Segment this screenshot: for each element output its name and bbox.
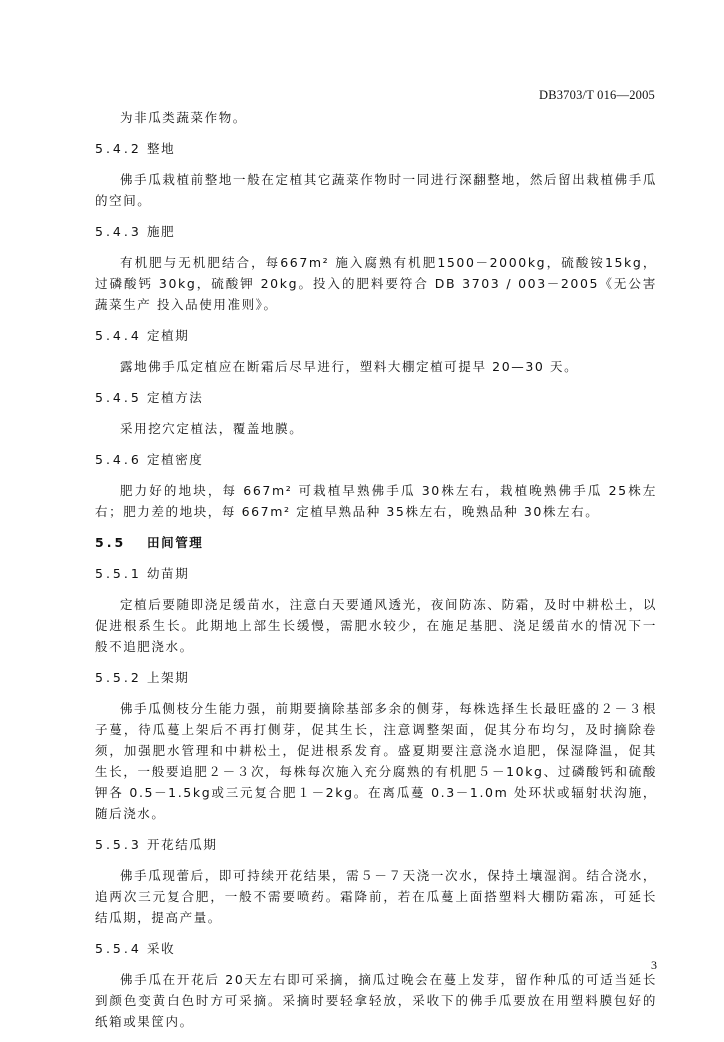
section-body-5-4-3: 有机肥与无机肥结合，每667m² 施入腐熟有机肥1500－2000kg，硫酸铵15kg，过磷酸钙 30kg，硫酸钾 20kg。投入的肥料要符合 DB 3703 / 003－2005《无公害蔬菜生产 投入品使用准则》。 bbox=[95, 255, 657, 312]
document-body bbox=[95, 107, 657, 1042]
section-body-5-5-4: 佛手瓜在开花后 20天左右即可采摘，摘瓜过晚会在蔓上发芽，留作种瓜的可适当延长到颜色变黄白色时方可采摘。采摘时要轻拿轻放，采收下的佛手瓜要放在用塑料膜包好的纸箱或果筐内。 bbox=[95, 972, 657, 1029]
section-heading-5-5-3 bbox=[95, 834, 657, 855]
standard-code: DB3703/T 016—2005 bbox=[538, 88, 655, 102]
section-number: 5.5 bbox=[95, 535, 127, 550]
section-heading-5-4-6 bbox=[95, 449, 657, 470]
section-title: 定植密度 bbox=[147, 452, 204, 467]
section-title: 上架期 bbox=[147, 670, 190, 685]
section-body-5-5-2: 佛手瓜侧枝分生能力强，前期要摘除基部多余的侧芽，每株选择生长最旺盛的２－３根子蔓，待瓜蔓上架后不再打侧芽，促其生长，注意调整架面，促其分布均匀，及时摘除卷须，加强肥水管理和中耕松土，促进根系发育。盛夏期要注意浇水追肥，保湿降温，促其生长，一般要追肥２－３次，每株每次施入充分腐熟的有机肥５－10kg、过磷酸钙和硫酸钾各 0.5－1.5kg或三元复合肥１－2kg。在离瓜蔓 0.3－1.0m 处环状或辐射状沟施，随后浇水。 bbox=[95, 701, 657, 821]
section-body-5-4-6: 肥力好的地块，每 667m² 可栽植早熟佛手瓜 30株左右，栽植晚熟佛手瓜 25株左右；肥力差的地块，每 667m² 定植早熟品种 35株左右，晚熟品种 30株左右。 bbox=[95, 483, 657, 519]
section-title: 采收 bbox=[147, 941, 176, 956]
section-number: 5.5.1 bbox=[95, 566, 142, 581]
section-title: 施肥 bbox=[147, 224, 176, 239]
section-heading-5-4-4 bbox=[95, 325, 657, 346]
section-number: 5.4.5 bbox=[95, 390, 142, 405]
section-heading-5-5-4 bbox=[95, 938, 657, 959]
section-title: 幼苗期 bbox=[147, 566, 190, 581]
section-number: 5.5.3 bbox=[95, 837, 142, 852]
section-body-5-4-2: 佛手瓜栽植前整地一般在定植其它蔬菜作物时一同进行深翻整地，然后留出栽植佛手瓜的空间。 bbox=[95, 172, 657, 208]
section-heading-5-4-5 bbox=[95, 387, 657, 408]
section-title: 田间管理 bbox=[147, 535, 204, 550]
section-heading-5-4-2 bbox=[95, 138, 657, 159]
section-number: 5.4.6 bbox=[95, 452, 142, 467]
intro-paragraph: 为非瓜类蔬菜作物。 bbox=[120, 110, 247, 125]
section-heading-5-5-1 bbox=[95, 563, 657, 584]
section-number: 5.4.2 bbox=[95, 141, 142, 156]
section-number: 5.5.2 bbox=[95, 670, 142, 685]
section-title: 整地 bbox=[147, 141, 176, 156]
section-title: 定植方法 bbox=[147, 390, 204, 405]
section-heading-5-5 bbox=[95, 532, 657, 553]
section-heading-5-5-2 bbox=[95, 667, 657, 688]
section-title: 定植期 bbox=[147, 328, 190, 343]
section-body-5-4-4: 露地佛手瓜定植应在断霜后尽早进行，塑料大棚定植可提早 20—30 天。 bbox=[120, 359, 579, 374]
section-number: 5.4.3 bbox=[95, 224, 142, 239]
section-number: 5.4.4 bbox=[95, 328, 142, 343]
section-title: 开花结瓜期 bbox=[147, 837, 218, 852]
page-number: 3 bbox=[651, 958, 657, 972]
section-body-5-5-3: 佛手瓜现蕾后，即可持续开花结果，需５－７天浇一次水，保持土壤湿润。结合浇水，追两次三元复合肥，一般不需要喷药。霜降前，若在瓜蔓上面搭塑料大棚防霜冻，可延长结瓜期，提高产量。 bbox=[95, 868, 657, 925]
section-number: 5.5.4 bbox=[95, 941, 142, 956]
section-heading-5-4-3 bbox=[95, 221, 657, 242]
section-body-5-5-1: 定植后要随即浇足缓苗水，注意白天要通风透光，夜间防冻、防霜，及时中耕松土，以促进根系生长。此期地上部生长缓慢，需肥水较少，在施足基肥、浇足缓苗水的情况下一般不追肥浇水。 bbox=[95, 597, 657, 654]
section-body-5-4-5: 采用挖穴定植法，覆盖地膜。 bbox=[120, 421, 304, 436]
